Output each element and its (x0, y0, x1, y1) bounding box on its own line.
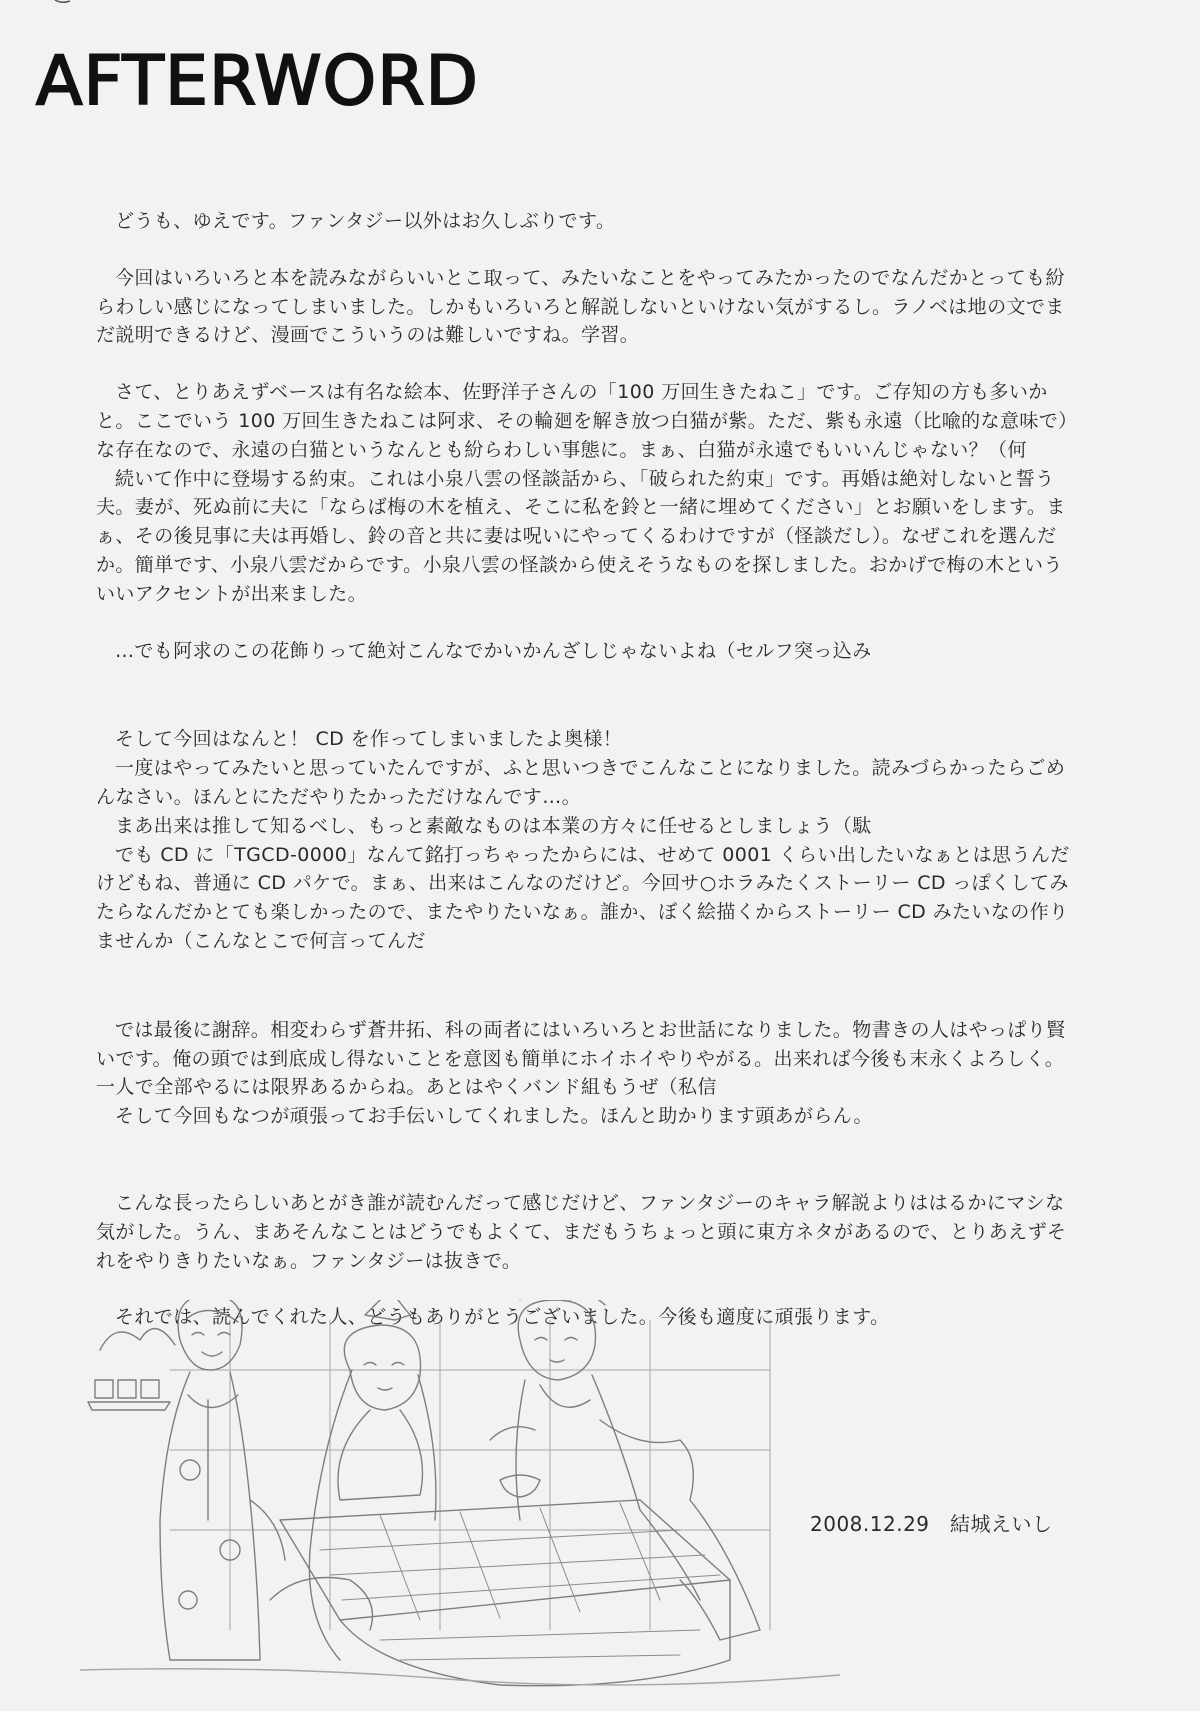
paragraph-thanks: では最後に謝辞。相変わらず蒼井拓、科の両者にはいろいろとお世話になりました。物書きの人はやっぱり賢いです。俺の頭では到底成し得ないことを意図も簡単にホイホイやりやがる。出来れば今後も末永くよろしく。一人で全部やるには限界あるからね。あとはやくバンド組もうぜ（私信 (96, 1018, 1066, 1099)
paragraph-promise: 続いて作中に登場する約束。これは小泉八雲の怪談話から、「破られた約束」です。再婚は絶対しないと誓う夫。妻が、死ぬ前に夫に「ならば梅の木を植え、そこに私を鈴と一緒に埋めてください」とお願いをします。まぁ、その後見事に夫は再婚し、鈴の音と共に妻は呪いにやってくるわけですが（怪談だし）。なぜこれを選んだか。簡単です、小泉八雲だからです。小泉八雲の怪談から使えそうなものを探しました。おかげで梅の木といういいアクセントが出来ました。 (96, 467, 1066, 605)
page-corner-mark (0, 0, 80, 6)
signature-date-author: 2008.12.29 結城えいし (810, 1512, 1053, 1536)
middle-girl (270, 1300, 436, 1660)
paragraph-hair-ornament: …でも阿求のこの花飾りって絶対こんなでかいかんざしじゃないよね（セルフ突っ込み (115, 639, 872, 662)
page-title: AFTERWORD (36, 42, 479, 121)
kotatsu (280, 1475, 730, 1686)
paragraph-base-story: さて、とりあえずベースは有名な絵本、佐野洋子さんの「100 万回生きたねこ」です。ご存知の方も多いかと。ここでいう 100 万回生きたねこは阿求、その輪廻を解き放つ白猫が紫。ただ、紫も永遠（比喩的な意味で）な存在なので、永遠の白猫というなんとも紛らわしい事態に。まぁ、白猫が永遠でもいいんじゃない？（何 (96, 381, 1069, 461)
paragraph-cd-number: でも CD に「TGCD-0000」なんて銘打っちゃったからには、せめて 0001 くらい出したいなぁとは思うんだけどもね、普通に CD パケで。まぁ、出来はこんなのだけど。今回サ○ホラみたくストーリー CD っぽくしてみたらなんだかとても楽しかったので、またやりたいなぁ。誰か、ぼく絵描くからストーリー CD みたいなの作りませんか（こんなとこで何言ってんだ (96, 843, 1070, 952)
paragraph-greeting: どうも、ゆえです。ファンタジー以外はお久しぶりです。 (115, 210, 616, 232)
paragraph-cd-quality: まあ出来は推して知るべし、もっと素敵なものは本業の方々に任せるとしましょう（駄 (115, 814, 872, 837)
paragraph-intro: 今回はいろいろと本を読みながらいいとこ取って、みたいなことをやってみたかったのでなんだかとっても紛らわしい感じになってしまいました。しかもいろいろと解説しないといけない気がするし。ラノベは地の文でまだ説明できるけど、漫画でこういうのは難しいですね。学習。 (96, 266, 1065, 347)
paragraph-closing: こんな長ったらしいあとがき誰が読むんだって感じだけど、ファンタジーのキャラ解説よりははるかにマシな気がした。うん、まあそんなことはどうでもよくて、まだもうちょっと頭に東方ネタがあるので、とりあえずそれをやりきりたいなぁ。ファンタジーは抜きで。 (96, 1191, 1067, 1272)
tea-set (88, 1329, 175, 1410)
left-girl (160, 1300, 285, 1660)
afterword-body (96, 207, 1071, 1332)
right-girl (490, 1300, 760, 1640)
paragraph-farewell: それでは、読んでくれた人、どうもありがとうございました。今後も適度に頑張ります。 (115, 1306, 890, 1329)
paragraph-cd-idea: 一度はやってみたいと思っていたんですが、ふと思いつきでこんなことになりました。読みづらかったらごめんなさい。ほんとにただやりたかっただけなんです…。 (96, 757, 1066, 808)
sketch-illustration-icon (80, 1300, 840, 1695)
window-lattice (170, 1320, 770, 1630)
paragraph-cd-announce: そして今回はなんと！ CD を作ってしまいましたよ奥様！ (115, 728, 623, 751)
paragraph-thanks-natsu: そして今回もなつが頑張ってお手伝いしてくれました。ほんと助かります頭あがらん。 (115, 1105, 873, 1128)
